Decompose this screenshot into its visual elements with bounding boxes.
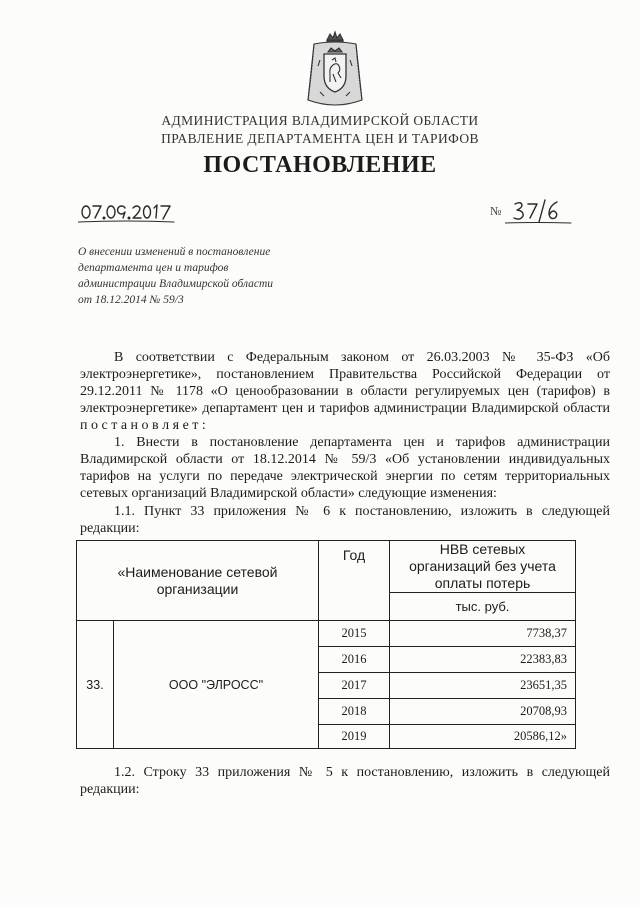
header-line-department: ПРАВЛЕНИЕ ДЕПАРТАМЕНТА ЦЕН И ТАРИФОВ xyxy=(161,131,479,146)
item-1-paragraph: 1. Внести в постановление департамента цен и тарифов администрации Владимирской области от 18.12.2014 № 59/3 «Об установлении индивидуальных тарифов на услуги по передаче электрической энергии по сетям территориальных сетевых организаций Владимирской области» следующие изменения: xyxy=(80,435,610,501)
coat-of-arms-emblem xyxy=(300,30,370,114)
row-number: 33. xyxy=(77,621,114,749)
subject-line: от 18.12.2014 № 59/3 xyxy=(78,294,184,306)
year-cell: 2018 xyxy=(319,699,390,725)
subject-line: администрации Владимирской области xyxy=(78,278,274,290)
header-line-administration: АДМИНИСТРАЦИЯ ВЛАДИМИРСКОЙ ОБЛАСТИ xyxy=(161,113,479,128)
number-label: № xyxy=(490,204,502,218)
value-cell: 20708,93 xyxy=(390,699,576,725)
document-subject xyxy=(78,244,328,308)
value-cell: 23651,35 xyxy=(390,673,576,699)
value-cell: 22383,83 xyxy=(390,647,576,673)
preamble-paragraph: В соответствии с Федеральным законом от 26.03.2003 № 35-ФЗ «Об электроэнергетике», постановлением Правительства Российской Федерации от 29.12.2011 № 1178 «О ценообразовании в области регулируемых цен (тарифов) в электроэнергетике» департамент цен и тарифов администрации Владимирской области п о с т а н о в л я е т : xyxy=(80,350,610,433)
document-title: ПОСТАНОВЛЕНИЕ xyxy=(203,152,437,178)
header-nvv: НВВ сетевых организаций без учета оплаты потерь xyxy=(390,541,576,593)
year-cell: 2017 xyxy=(319,673,390,699)
header-year: Год xyxy=(319,541,390,621)
header-unit: тыс. руб. xyxy=(390,593,576,621)
handwritten-date xyxy=(78,198,198,228)
value-cell: 20586,12» xyxy=(390,725,576,749)
subject-line: департамента цен и тарифов xyxy=(78,262,229,274)
year-cell: 2019 xyxy=(319,725,390,749)
value-cell: 7738,37 xyxy=(390,621,576,647)
organization-name: ООО "ЭЛРОСС" xyxy=(114,621,319,749)
header-organization-name: «Наименование сетевой организации xyxy=(77,541,319,621)
item-1-1-paragraph: 1.1. Пункт 33 приложения № 6 к постановлению, изложить в следующей редакции: xyxy=(80,504,610,536)
year-cell: 2015 xyxy=(319,621,390,647)
item-1-2-paragraph: 1.2. Строку 33 приложения № 5 к постановлению, изложить в следующей редакции: xyxy=(80,765,610,797)
handwritten-number xyxy=(505,196,575,228)
subject-line: О внесении изменений в постановление xyxy=(78,246,271,258)
year-cell: 2016 xyxy=(319,647,390,673)
tariff-table xyxy=(76,540,576,749)
